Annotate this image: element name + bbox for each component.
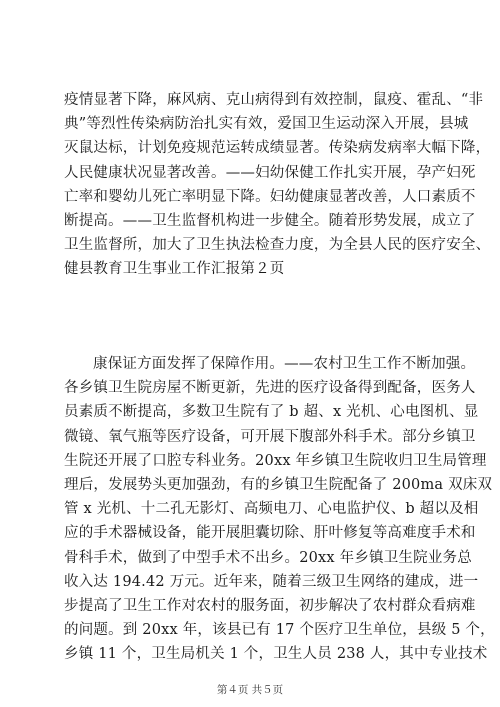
text-line: 断提高。——卫生监督机构进一步健全。随着形势发展，成立了 <box>64 212 476 229</box>
text-line: 骨科手术，做到了中型手术不出乡。20xx 年乡镇卫生院业务总 <box>64 549 472 566</box>
text-line: 典”等烈性传染病防治扎实有效，爱国卫生运动深入开展，县城 <box>64 116 469 133</box>
text-line: 员素质不断提高，多数卫生院有了 b 超、x 光机、心电图机、显 <box>64 404 479 421</box>
text-line: 健县教育卫生事业工作汇报第２页 <box>64 261 285 278</box>
text-line: 亡率和婴幼儿死亡率明显下降。妇幼健康显著改善，人口素质不 <box>64 188 476 205</box>
text-line: 步提高了卫生工作对农村的服务面，初步解决了农村群众看病难 <box>64 597 476 614</box>
text-line: 卫生监督所，加大了卫生执法检查力度，为全县人民的医疗安全、 <box>64 237 491 254</box>
text-line: 灭鼠达标，计划免疫规范运转成绩显著。传染病发病率大幅下降， <box>64 140 491 157</box>
text-line: 微镜、氧气瓶等医疗设备，可开展下腹部外科手术。部分乡镇卫 <box>64 428 476 445</box>
text-line: 理后，发展势头更加强劲，有的乡镇卫生院配备了 200ma 双床双 <box>64 476 493 493</box>
text-line: 康保证方面发挥了保障作用。——农村卫生工作不断加强。 <box>93 356 476 372</box>
paragraph-1 <box>64 88 491 282</box>
paragraph-2 <box>64 352 495 666</box>
text-line: 的问题。到 20xx 年，该县已有 17 个医疗卫生单位，县级 5 个， <box>64 622 495 639</box>
page-number-footer: 第４页 共５页 <box>216 684 284 696</box>
text-line: 收入达 194.42 万元。近年来，随着三级卫生网络的建成，进一 <box>64 573 479 590</box>
text-line: 各乡镇卫生院房屋不断更新，先进的医疗设备得到配备，医务人 <box>64 380 476 397</box>
text-line: 乡镇 11 个，卫生局机关 1 个，卫生人员 238 人，其中专业技术 <box>64 646 488 663</box>
text-line: 人民健康状况显著改善。——妇幼保健工作扎实开展，孕产妇死 <box>64 164 476 181</box>
text-line: 疫情显著下降，麻风病、克山病得到有效控制，鼠疫、霍乱、“非 <box>64 92 484 108</box>
text-line: 应的手术器械设备，能开展胆囊切除、肝叶修复等高难度手术和 <box>64 525 476 542</box>
text-line: 管 x 光机、十二孔无影灯、高频电刀、心电监护仪、b 超以及相 <box>64 501 479 518</box>
text-line: 生院还开展了口腔专科业务。20xx 年乡镇卫生院收归卫生局管理 <box>64 452 487 469</box>
